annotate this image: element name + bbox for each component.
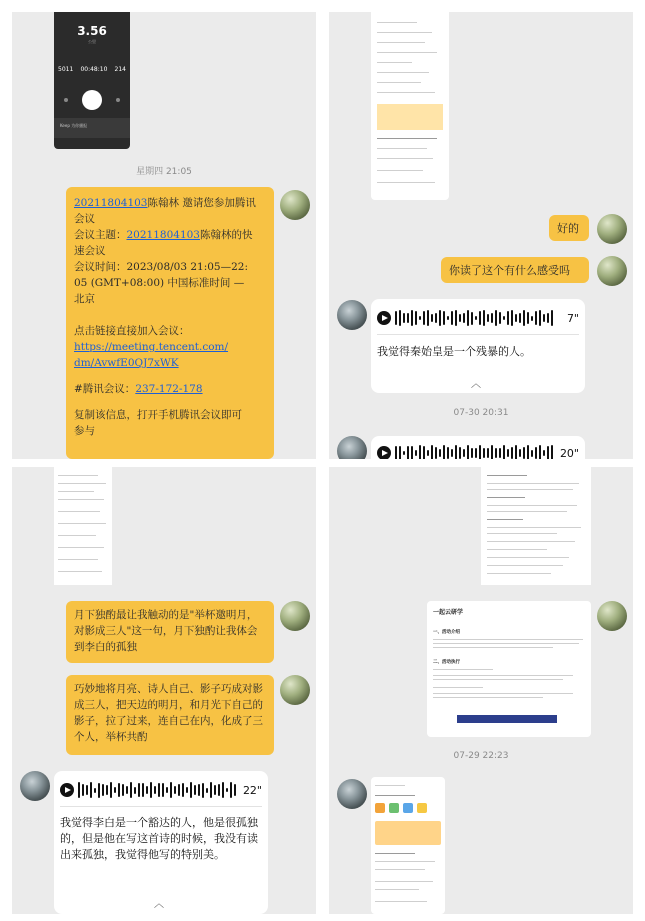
running-distance: 3.56 bbox=[77, 24, 107, 38]
avatar[interactable] bbox=[280, 190, 310, 220]
shared-phone-screenshot[interactable] bbox=[371, 777, 445, 914]
avatar[interactable] bbox=[337, 779, 367, 809]
stat-steps: 5011 bbox=[58, 66, 74, 73]
voice-duration: 7" bbox=[566, 311, 579, 325]
timestamp: 07-29 22:23 bbox=[453, 751, 509, 761]
avatar[interactable] bbox=[280, 675, 310, 705]
voice-transcript: 我觉得李白是一个豁达的人，他是很孤独的，但是他在写这首诗的时候，我没有读出来孤独，我觉得他写的特别美。 bbox=[60, 816, 258, 861]
collapse-chevron-icon[interactable]: ︿ bbox=[471, 379, 481, 390]
meeting-url-link-2[interactable]: dm/AvwfE0QJ7xWK bbox=[74, 357, 179, 369]
timestamp: 星期四 21:05 bbox=[136, 167, 192, 177]
shared-document-screenshot[interactable] bbox=[427, 601, 591, 737]
chat-message[interactable]: 月下独酌最让我触动的是"举杯邀明月，对影成三人"这一句，月下独酌让我体会到李白的孤独 bbox=[66, 601, 274, 663]
meeting-invite-message[interactable]: 20211804103陈翰林 邀请您参加腾讯 会议 会议主题：20211804103陈翰林的快 速会议 会议时间：2023/08/03 21:05—22: 05 (GMT+08:00) 中国标准时间 — 北京 点击链接直接加入会议： https://meeting.tencent.com/ dm/AvwfE0QJ7xWK #腾讯会议：237-172-178 复制该信息，打开手机腾讯会议即可 参与 bbox=[66, 187, 274, 459]
avatar[interactable] bbox=[337, 300, 367, 330]
chat-message[interactable]: 好的 bbox=[549, 215, 589, 241]
voice-duration: 22" bbox=[242, 783, 262, 797]
shared-document-screenshot[interactable] bbox=[481, 467, 591, 585]
voice-duration: 20" bbox=[559, 446, 579, 459]
chat-panel-4 bbox=[329, 467, 633, 914]
chat-panel-2 bbox=[329, 12, 633, 459]
lock-icon bbox=[64, 98, 68, 102]
document-section-heading: 二、活动执行 bbox=[433, 660, 460, 665]
play-icon[interactable] bbox=[377, 311, 391, 325]
voice-message[interactable] bbox=[371, 299, 585, 393]
collapse-chevron-icon[interactable]: ︿ bbox=[154, 899, 164, 910]
chat-message[interactable]: 你读了这个有什么感受吗 bbox=[441, 257, 589, 283]
meeting-code-link[interactable]: 237-172-178 bbox=[135, 383, 203, 395]
avatar[interactable] bbox=[597, 256, 627, 286]
play-icon[interactable] bbox=[60, 783, 74, 797]
shared-document-screenshot[interactable] bbox=[54, 467, 112, 585]
shared-phone-screenshot[interactable] bbox=[371, 12, 449, 200]
phone-bottom-text: Keep 为你播报 bbox=[60, 123, 88, 128]
voice-message[interactable] bbox=[371, 436, 585, 459]
document-section-heading: 一、活动介绍 bbox=[433, 630, 460, 635]
voice-message[interactable] bbox=[54, 771, 268, 914]
chat-panel-3 bbox=[12, 467, 316, 914]
stat-cadence: 214 bbox=[114, 66, 126, 73]
avatar[interactable] bbox=[337, 436, 367, 459]
avatar[interactable] bbox=[20, 771, 50, 801]
avatar[interactable] bbox=[597, 601, 627, 631]
chat-message[interactable]: 巧妙地将月亮、诗人自己、影子巧成对影成三人，把天边的明月，和月光下自己的影子，拉了过来，连自己在内，化成了三个人，举杯共酌 bbox=[66, 675, 274, 755]
avatar[interactable] bbox=[280, 601, 310, 631]
voice-waveform bbox=[395, 444, 556, 459]
document-title: 一起云研学 bbox=[433, 609, 464, 616]
running-stats bbox=[58, 66, 126, 73]
meeting-id-link[interactable]: 20211804103 bbox=[74, 197, 148, 209]
pause-button-icon bbox=[82, 90, 102, 110]
meeting-url-link[interactable]: https://meeting.tencent.com/ bbox=[74, 341, 229, 353]
chat-panel-1 bbox=[12, 12, 316, 459]
stat-time: 00:48:10 bbox=[80, 66, 108, 73]
avatar[interactable] bbox=[597, 214, 627, 244]
meeting-id-link-2[interactable]: 20211804103 bbox=[126, 229, 200, 241]
distance-unit: 公里 bbox=[88, 39, 96, 44]
play-icon[interactable] bbox=[377, 446, 391, 459]
settings-icon bbox=[116, 98, 120, 102]
voice-waveform bbox=[395, 309, 563, 327]
phone-bottom-bar bbox=[54, 118, 130, 138]
voice-transcript: 我觉得秦始皇是一个残暴的人。 bbox=[377, 345, 531, 358]
voice-waveform bbox=[78, 781, 239, 799]
shared-phone-screenshot[interactable] bbox=[54, 12, 130, 149]
timestamp: 07-30 20:31 bbox=[453, 408, 509, 418]
